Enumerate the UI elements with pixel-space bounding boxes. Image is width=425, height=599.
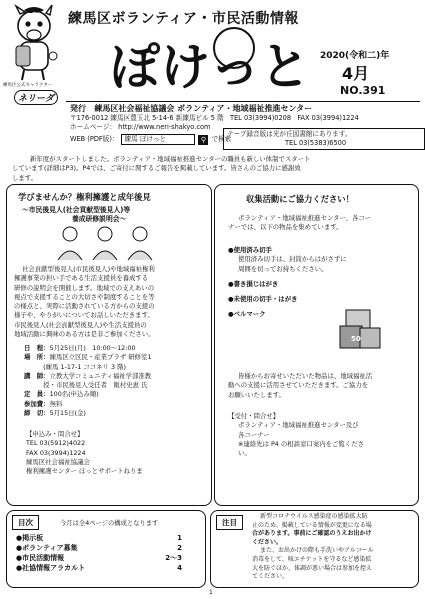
toc-header: 今月は全4ページの構成となります <box>60 520 159 527</box>
tape-notice <box>223 128 425 150</box>
stamp-illustration <box>338 308 382 352</box>
notice-text: 新型コロナウイルス感染症の感染拡大防 止のため、掲載している情報が変更になる場 合があります。事前にご確認のうえお出かけ ください。 また、お出かけの際も手洗いやアルコール 消毒をして、咳エチケットを守るなど感染拡 大を防ぐほか、体調が悪い場合は参加を控え てください。 <box>252 513 374 581</box>
web-search-row <box>70 134 231 145</box>
svg-text:50: 50 <box>351 335 361 343</box>
toc-list <box>16 533 182 573</box>
toc-item[interactable]: ●社協情報アラカルト 4 <box>16 564 182 572</box>
mascot-name: ネリーダ <box>14 90 58 105</box>
publisher-address: 〒176-0012 練馬区豊玉北 5-14-6 新練馬ビル 5 階 <box>70 114 224 122</box>
publisher-org: 練馬区社会福祉協議会 ボランティア・地域福祉推進センター <box>94 104 313 113</box>
homepage-row <box>70 123 210 132</box>
left-article-body: 社会貢献型後見人(市民後見人)や地域福祉権利 擁護事業の担い手である生活支援員を養成する 研修の説明会を開催します。地域での支えあいの 視点で支援することの大切さや制度することを等 の様点と、実際に活動されている方からの支援の 様子や、やりがいについてお話しいただきます。 市民後見人(社会貢献型後見人)や生活支援員の 地域活動に興味のある方は是非ご参加ください。 <box>14 265 155 339</box>
collection-list: ●使用済み切手 使用済み切手は、封筒からはがさずに 周囲を切ってお持ちください。 ●書き損じはがき ●未使用の切手・はがき ●ベルマーク <box>228 246 347 319</box>
list-item: ●ベルマーク <box>228 310 266 319</box>
page-number: 1 <box>209 589 213 596</box>
right-article-intro: ボランティア・地域福祉推進センター、各コー ナーでは、以下の物品を集めています。 <box>228 214 372 232</box>
left-article-details: 日 程：5月25日(月) 10:00～12:00 場 所：練馬区立区民・産業プラザ 研修室1 (練馬 1-17-1 ココネリ 3 階) 講 師：立教大学コミュニティ福祉学部准教 授・市民後見人受任者 飯村史恵 氏 定 員：100名(申込み順) 参加費：無料 締 切：5月15日(金) <box>24 344 152 418</box>
search-icon[interactable]: ⚲ <box>198 135 208 145</box>
publisher-address-row <box>70 114 359 123</box>
publisher-row <box>70 103 312 114</box>
mascot-caption: 練馬区公式キャラクター <box>3 83 53 88</box>
search-field[interactable]: 練馬 ぽけっと <box>121 134 195 145</box>
right-article-note: 皆様からお寄せいただいた物品は、地域福祉活 動への支援に活用させていただきます。ご協力を お願いいたします。 <box>228 372 373 399</box>
pocket-logo <box>110 26 310 96</box>
notice-label: 注目 <box>216 515 243 530</box>
publisher-fax: FAX 03(3994)1224 <box>297 114 359 122</box>
web-label: WEB (PDF版)： <box>70 135 119 143</box>
right-article-contact: 【受付・問合せ】 ボランティア・地域福祉推進センター及び 各コーナー ※連絡先は P4 の相談窓口案内をご覧くださ い。 <box>228 412 364 458</box>
publisher-label: 発行 <box>70 104 86 113</box>
right-article-title: 収集活動にご協力ください！ <box>246 194 354 204</box>
toc-item[interactable]: ●市民活動情報 2～3 <box>16 554 182 562</box>
list-item: ●書き損じはがき <box>228 279 279 288</box>
toc-label: 目次 <box>12 515 39 530</box>
people-illustration <box>40 222 170 262</box>
issue-date: 2020(令和二)年 <box>320 51 390 61</box>
issue-number: NO.391 <box>340 84 386 97</box>
left-article-subtitle-2: 養成研修説明会～ <box>72 215 127 223</box>
homepage-label: ホームページ： <box>70 123 117 131</box>
divider <box>66 101 420 102</box>
homepage-link[interactable]: http://www.neri-shakyo.com <box>118 123 211 131</box>
toc-item[interactable]: ●掲示板 1 <box>16 534 182 542</box>
left-article-subtitle: ～市民後見人(社会貢献型後見人)等 <box>22 206 131 214</box>
left-article-contact: 【申込み・問合せ】 TEL 03(5912)4022 FAX 03(3994)1224 練馬区社会福祉協議会 権利擁護センター ほっとサポートねりま <box>26 430 143 476</box>
left-article-title: 学びませんか？権利擁護と成年後見 <box>18 192 151 202</box>
toc-item[interactable]: ●ボランティア募集 2 <box>16 544 182 552</box>
tape-line-2: TEL 03(5383)6500 <box>285 139 347 147</box>
list-item: ●使用済み切手 <box>228 246 272 254</box>
list-item: ●未使用の切手・はがき <box>228 295 298 304</box>
issue-info <box>320 48 418 106</box>
intro-text: 新年度がスタートしました。ボランティア・地域福祉推進センターの職員も新しい体制でスタート しています(詳細はP3)。P4では、ご寄付に関するご報告を掲載しています。皆さんのご協力に感謝致 します。 <box>12 155 311 182</box>
logo-text: ぽけっと <box>110 37 310 96</box>
issue-month: 4月 <box>342 64 370 83</box>
search-suffix: で検索 <box>211 135 232 143</box>
newsletter-title: 練馬区ボランティア・市民活動情報 <box>68 11 299 27</box>
tape-line-1: テープ録音版は光が丘図書館にあります。 <box>227 130 352 138</box>
publisher-tel: TEL 03(3994)0208 <box>229 114 292 122</box>
